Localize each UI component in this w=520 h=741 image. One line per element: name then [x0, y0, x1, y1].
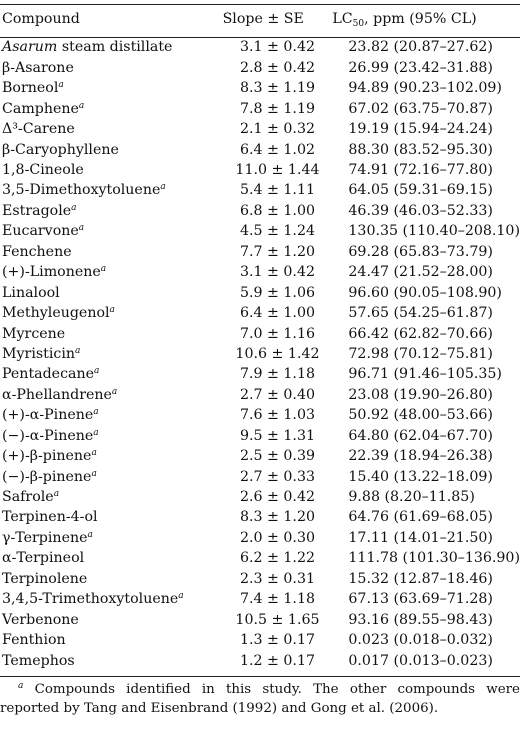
table-row [0, 447, 520, 467]
lc50-cell: 15.32 (12.87–18.46) [348, 570, 493, 587]
compound-cell: α-Terpineol [2, 550, 85, 567]
table-row [0, 242, 520, 262]
header-lc50: $LC_{50}$, ppm (95% CL) [332, 5, 520, 38]
compound-cell: Verbenone [2, 611, 79, 628]
lc50-cell: 69.28 (65.83–73.79) [348, 243, 493, 260]
compound-cell: 1,8-Cineole [2, 162, 84, 179]
compound-cell: Eucarvone$^a$ [2, 223, 85, 240]
slope-cell: 4.5 ± 1.24 [239, 223, 315, 240]
lc50-cell: 24.47 (21.52–28.00) [348, 264, 493, 281]
lc50-table [0, 4, 520, 677]
compound-cell: Terpinen-4-ol [2, 509, 98, 526]
compound-cell: Pentadecane$^a$ [2, 366, 100, 383]
table-row [0, 345, 520, 365]
table-row [0, 140, 520, 160]
lc50-cell: 130.35 (110.40–208.10) [348, 223, 520, 240]
lc50-cell: 0.023 (0.018–0.032) [348, 632, 493, 649]
lc50-cell: 64.05 (59.31–69.15) [348, 182, 493, 199]
compound-cell: γ-Terpinene$^a$ [2, 529, 93, 546]
table-row [0, 549, 520, 569]
lc50-cell: 17.11 (14.01–21.50) [348, 529, 493, 546]
slope-cell: 10.6 ± 1.42 [235, 345, 320, 362]
compound-cell: Safrole$^a$ [2, 489, 60, 506]
compound-cell: Methyleugenol$^a$ [2, 305, 115, 322]
slope-cell: 2.8 ± 0.42 [239, 59, 315, 76]
slope-cell: 2.1 ± 0.32 [239, 121, 315, 138]
table-row [0, 58, 520, 78]
table-row [0, 263, 520, 283]
table-row [0, 385, 520, 405]
compound-cell: Δ³-Carene [2, 121, 75, 138]
slope-cell: 5.4 ± 1.11 [239, 182, 315, 199]
slope-cell: 1.2 ± 0.17 [223, 651, 333, 676]
slope-cell: 11.0 ± 1.44 [235, 162, 320, 179]
slope-cell: 7.4 ± 1.18 [239, 591, 315, 608]
table-row [0, 508, 520, 528]
compound-cell: Fenchene [2, 243, 72, 260]
compound-cell: Temephos [0, 651, 223, 676]
lc50-cell: 50.92 (48.00–53.66) [348, 407, 493, 424]
slope-cell: 9.5 ± 1.31 [239, 427, 315, 444]
table-row [0, 651, 520, 676]
slope-cell: 6.8 ± 1.00 [239, 202, 315, 219]
table-row [0, 365, 520, 385]
lc50-cell: 96.71 (91.46–105.35) [348, 366, 502, 383]
compound-cell: (−)-β-pinene$^a$ [2, 468, 97, 485]
table-row [0, 426, 520, 446]
compound-cell: Fenthion [2, 632, 66, 649]
compound-cell: 3,5-Dimethoxytoluene$^a$ [2, 182, 166, 199]
header-slope: Slope ± SE [223, 5, 333, 38]
slope-cell: 7.9 ± 1.18 [239, 366, 315, 383]
lc50-cell: 15.40 (13.22–18.09) [348, 468, 493, 485]
table-row [0, 610, 520, 630]
slope-cell: 8.3 ± 1.20 [239, 509, 315, 526]
table-row [0, 467, 520, 487]
lc50-cell: 19.19 (15.94–24.24) [348, 121, 493, 138]
table-row [0, 631, 520, 651]
lc50-cell: 111.78 (101.30–136.90) [348, 550, 520, 567]
slope-cell: 2.3 ± 0.31 [239, 570, 315, 587]
slope-cell: 6.4 ± 1.00 [239, 305, 315, 322]
lc50-cell: 93.16 (89.55–98.43) [348, 611, 493, 628]
lc50-cell: 66.42 (62.82–70.66) [348, 325, 493, 342]
compound-cell: Borneol$^a$ [2, 80, 64, 97]
compound-cell: α-Phellandrene$^a$ [2, 386, 118, 403]
lc50-cell: 96.60 (90.05–108.90) [348, 284, 502, 301]
slope-cell: 2.6 ± 0.42 [239, 489, 315, 506]
slope-cell: 7.7 ± 1.20 [239, 243, 315, 260]
table-row [0, 181, 520, 201]
slope-cell: 2.0 ± 0.30 [239, 529, 315, 546]
lc50-cell: 94.89 (90.23–102.09) [348, 80, 502, 97]
compound-cell: 3,4,5-Trimethoxytoluene$^a$ [2, 591, 184, 608]
slope-cell: 3.1 ± 0.42 [239, 39, 315, 56]
lc50-cell: 67.02 (63.75–70.87) [348, 100, 493, 117]
table-row [0, 590, 520, 610]
table-row [0, 283, 520, 303]
compound-cell: Asarum steam distillate [2, 39, 173, 56]
table-row [0, 324, 520, 344]
table-row [0, 222, 520, 242]
table-row [0, 38, 520, 59]
compound-cell: Myrcene [2, 325, 66, 342]
compound-cell: (+)-β-pinene$^a$ [2, 448, 97, 465]
compound-cell: Terpinolene [2, 570, 88, 587]
slope-cell: 7.8 ± 1.19 [239, 100, 315, 117]
compound-cell: Myristicin$^a$ [2, 345, 81, 362]
lc50-cell: 46.39 (46.03–52.33) [348, 202, 493, 219]
slope-cell: 3.1 ± 0.42 [239, 264, 315, 281]
footnote-text: Compounds identified in this study. The other compounds were reported by Tang and Eisenbrand (1992) and Gong et al. (2006). [0, 682, 520, 716]
slope-cell: 2.7 ± 0.33 [239, 468, 315, 485]
table-row [0, 406, 520, 426]
slope-cell: 6.4 ± 1.02 [239, 141, 315, 158]
lc50-cell: 74.91 (72.16–77.80) [348, 162, 493, 179]
slope-cell: 6.2 ± 1.22 [239, 550, 315, 567]
table-header-row [0, 5, 520, 38]
slope-cell: 1.3 ± 0.17 [239, 632, 315, 649]
slope-cell: 5.9 ± 1.06 [239, 284, 315, 301]
table-row [0, 529, 520, 549]
slope-cell: 2.5 ± 0.39 [239, 448, 315, 465]
table-row [0, 202, 520, 222]
lc50-cell: 64.80 (62.04–67.70) [348, 427, 493, 444]
compound-cell: β-Asarone [2, 59, 74, 76]
table-row [0, 120, 520, 140]
footnote-mark: a [18, 681, 24, 691]
compound-cell: (+)-α-Pinene$^a$ [2, 407, 99, 424]
table-row [0, 99, 520, 119]
compound-cell: Estragole$^a$ [2, 202, 77, 219]
lc50-cell: 57.65 (54.25–61.87) [348, 305, 493, 322]
slope-cell: 10.5 ± 1.65 [235, 611, 320, 628]
table-row [0, 569, 520, 589]
compound-cell: (−)-α-Pinene$^a$ [2, 427, 99, 444]
header-compound: Compound [0, 5, 223, 38]
table-row [0, 161, 520, 181]
slope-cell: 2.7 ± 0.40 [239, 386, 315, 403]
slope-cell: 7.0 ± 1.16 [239, 325, 315, 342]
lc50-cell: 0.017 (0.013–0.023) [332, 651, 520, 676]
compound-cell: (+)-Limonene$^a$ [2, 264, 107, 281]
slope-cell: 8.3 ± 1.19 [239, 80, 315, 97]
lc50-cell: 22.39 (18.94–26.38) [348, 448, 493, 465]
compound-cell: β-Caryophyllene [2, 141, 119, 158]
compound-cell: Camphene$^a$ [2, 100, 85, 117]
lc50-cell: 67.13 (63.69–71.28) [348, 591, 493, 608]
slope-cell: 7.6 ± 1.03 [239, 407, 315, 424]
lc50-cell: 72.98 (70.12–75.81) [348, 345, 493, 362]
table-row [0, 488, 520, 508]
lc50-cell: 23.82 (20.87–27.62) [348, 39, 493, 56]
compound-cell: Linalool [2, 284, 60, 301]
table-body [0, 38, 520, 677]
lc50-cell: 9.88 (8.20–11.85) [348, 489, 475, 506]
lc50-cell: 23.08 (19.90–26.80) [348, 386, 493, 403]
table-footnote [0, 680, 520, 718]
lc50-cell: 88.30 (83.52–95.30) [348, 141, 493, 158]
lc50-cell: 64.76 (61.69–68.05) [348, 509, 493, 526]
lc50-cell: 26.99 (23.42–31.88) [348, 59, 493, 76]
table-row [0, 304, 520, 324]
table-row [0, 79, 520, 99]
